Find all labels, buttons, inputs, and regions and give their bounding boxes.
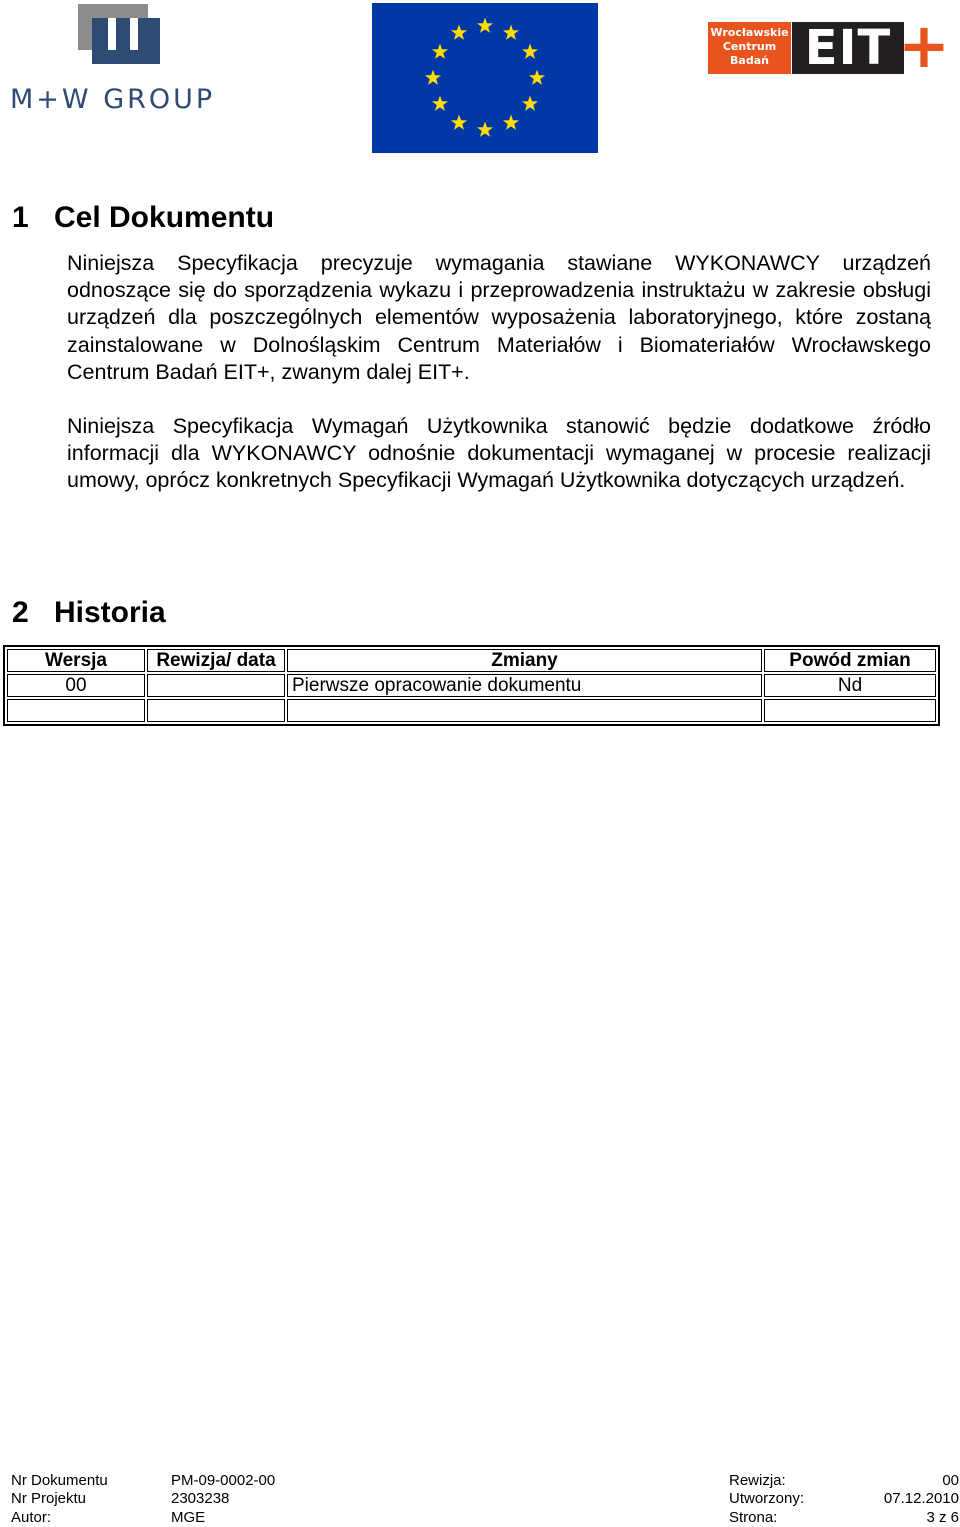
column-header: Wersja [7,649,145,672]
eit-logo-line: Wrocławskie [710,26,789,39]
column-header: Zmiany [287,649,762,672]
paragraph: Niniejsza Specyfikacja Wymagań Użytkownika stanowić będzie dodatkowe źródło informacji dla WYKONAWCY odnośnie dokumentacji wymaganej w procesie realizacji umowy, oprócz konkretnych Specyfikacji Wymagań Użytkownika dotyczących urządzeń. [67,414,931,493]
section-heading [12,596,166,630]
footer-value: 3 z 6 [926,1508,959,1526]
footer-value: PM-09-0002-00 [171,1472,276,1489]
section-title: Historia [54,596,166,629]
column-header: Rewizja/ data [147,649,285,672]
footer-label: Strona: [729,1508,778,1526]
section-number: 1 [12,201,29,234]
table-cell: Nd [764,674,936,697]
section-title: Cel Dokumentu [54,201,275,234]
table-header-row [7,649,936,672]
footer-label: Rewizja: [729,1472,786,1489]
mw-logo-mark-icon [78,4,160,64]
footer-row [11,1509,959,1527]
table-cell [287,699,762,722]
eit-logo-line: Badań [730,54,769,67]
footer-value: 2303238 [171,1490,230,1508]
footer-row [11,1490,959,1508]
page-footer [11,1472,959,1527]
paragraph: Niniejsza Specyfikacja precyzuje wymagania stawiane WYKONAWCY urządzeń odnoszące się do sporządzenia wykazu i przeprowadzenia instruktażu w zakresie obsługi urządzeń dla poszczególnych elementów wyposażenia laboratoryjnego, które zostaną zainstalowane w Dolnośląskim Centrum Materiałów i Biomateriałów Wrocławskego Centrum Badań EIT+, zwanym dalej EIT+. [67,251,931,384]
section-number: 2 [12,596,29,629]
table-row [7,699,936,722]
footer-label: Nr Dokumentu [11,1472,108,1489]
mw-group-logo [10,4,220,114]
eu-flag-icon [372,3,598,153]
mw-logo-text: M+W GROUP [10,84,216,115]
footer-value: 00 [942,1472,959,1489]
footer-label: Utworzony: [729,1490,805,1508]
footer-value: MGE [171,1508,206,1526]
eit-logo-box [708,22,791,74]
footer-value: 07.12.2010 [883,1490,959,1508]
table-cell [147,674,285,697]
table-cell [147,699,285,722]
column-header: Powód zmian [764,649,936,672]
table-cell: Pierwsze opracowanie dokumentu [287,674,762,697]
eit-logo-text: EIT [792,22,904,74]
section-heading [12,201,274,235]
eit-logo [708,9,950,82]
history-table [3,645,940,726]
eit-logo-plus: + [898,9,950,82]
table-cell: 00 [7,674,145,697]
table-row [7,674,936,697]
table-cell [7,699,145,722]
footer-label: Autor: [11,1508,52,1526]
table-cell [764,699,936,722]
eit-logo-line: Centrum [722,40,777,53]
footer-row [11,1472,959,1490]
footer-label: Nr Projektu [11,1490,87,1508]
